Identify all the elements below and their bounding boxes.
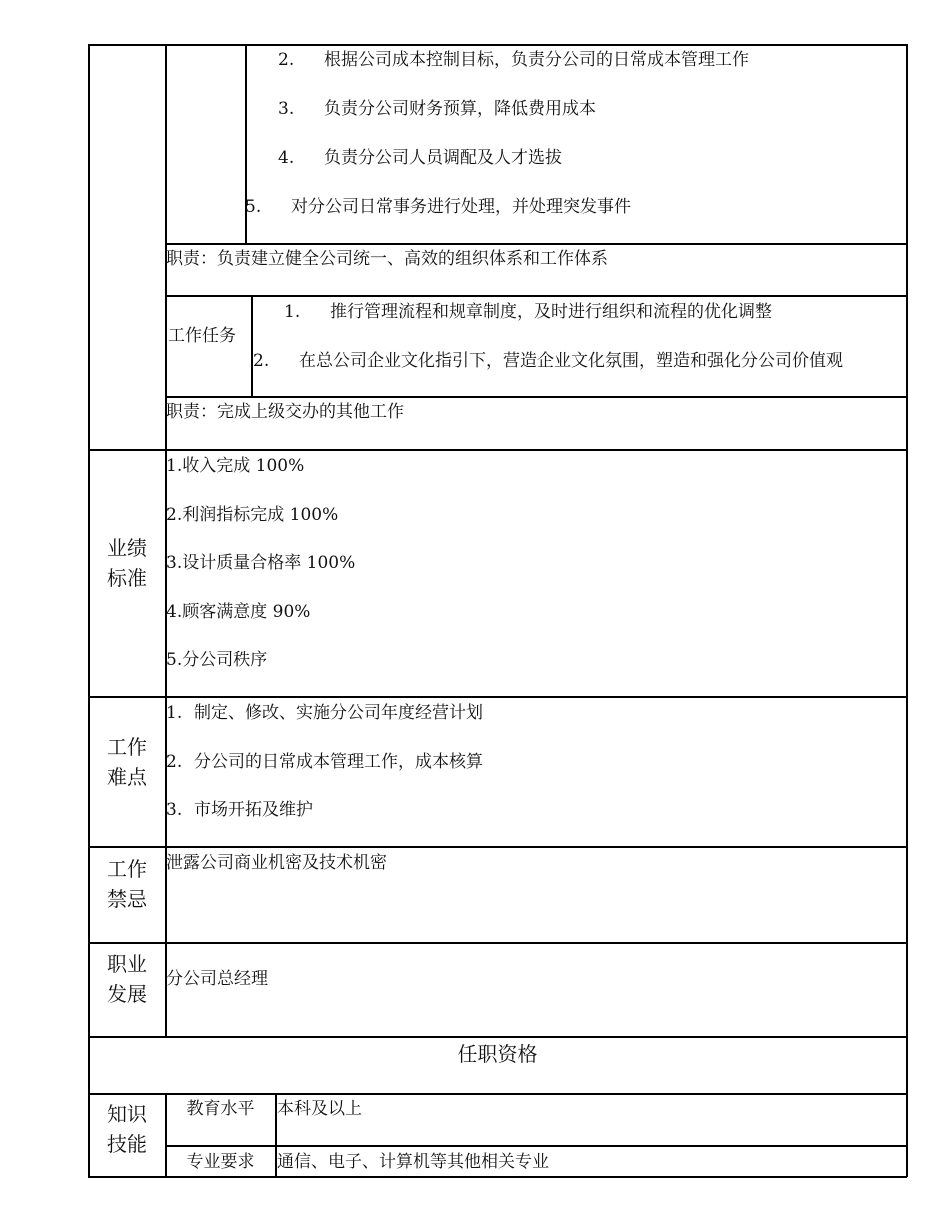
difficulty-text: 市场开拓及维护 xyxy=(194,800,313,820)
difficulty-text: 制定、修改、实施分公司年度经营计划 xyxy=(194,703,483,723)
education-key: 教育水平 xyxy=(186,1099,255,1119)
performance-item: 3.设计质量合格率 100% xyxy=(166,553,356,573)
difficulty-item xyxy=(166,702,483,724)
row-divider xyxy=(88,449,907,451)
performance-label: 业绩 标准 xyxy=(107,536,147,590)
task-text: 负责分公司财务预算，降低费用成本 xyxy=(324,99,596,119)
performance-item: 1.收入完成 100% xyxy=(166,456,305,476)
qualification-title: 任职资格 xyxy=(457,1042,538,1066)
border-right xyxy=(906,44,908,1177)
difficulty-number: 2. xyxy=(166,752,183,772)
duty-org: 职责：负责建立健全公司统一、高效的组织体系和工作体系 xyxy=(166,249,608,269)
work-task-item xyxy=(253,350,843,372)
career-text: 分公司总经理 xyxy=(166,969,268,989)
performance-item: 5.分公司秩序 xyxy=(166,650,268,670)
task-item xyxy=(278,98,596,120)
difficulty-number: 3. xyxy=(166,800,183,820)
border-bottom xyxy=(88,1176,907,1178)
task-text: 负责分公司人员调配及人才选拔 xyxy=(324,148,562,168)
duty-other: 职责：完成上级交办的其他工作 xyxy=(166,402,404,422)
difficulty-text: 分公司的日常成本管理工作，成本核算 xyxy=(194,752,483,772)
taboos-label: 工作 禁忌 xyxy=(107,857,147,911)
taboos-text: 泄露公司商业机密及技术机密 xyxy=(166,853,387,873)
task-number: 2. xyxy=(278,50,295,70)
work-tasks-label: 工作任务 xyxy=(168,326,236,346)
row-divider xyxy=(165,396,907,398)
border-top xyxy=(88,44,907,46)
performance-item: 2.利润指标完成 100% xyxy=(166,505,339,525)
task-number: 5. xyxy=(245,197,262,217)
work-task-item xyxy=(284,301,772,323)
task-item xyxy=(278,49,749,71)
col-divider xyxy=(251,295,253,397)
difficulty-item xyxy=(166,799,313,821)
row-divider xyxy=(165,295,907,297)
difficulties-label: 工作 难点 xyxy=(107,735,147,789)
difficulty-item xyxy=(166,751,483,773)
education-value: 本科及以上 xyxy=(277,1099,362,1119)
task-number: 1. xyxy=(284,302,301,322)
task-item xyxy=(245,196,631,218)
task-text: 在总公司企业文化指引下，营造企业文化氛围，塑造和强化分公司价值观 xyxy=(299,351,843,371)
task-text: 推行管理流程和规章制度，及时进行组织和流程的优化调整 xyxy=(330,302,772,322)
row-divider xyxy=(88,1093,907,1095)
row-divider xyxy=(165,243,907,245)
performance-item: 4.顾客满意度 90% xyxy=(166,602,311,622)
task-text: 对分公司日常事务进行处理，并处理突发事件 xyxy=(291,197,631,217)
row-divider xyxy=(88,846,907,848)
task-text: 根据公司成本控制目标，负责分公司的日常成本管理工作 xyxy=(324,50,749,70)
row-divider xyxy=(88,942,907,944)
row-divider xyxy=(88,1036,907,1038)
knowledge-label: 知识 技能 xyxy=(107,1102,147,1156)
task-number: 4. xyxy=(278,148,295,168)
task-number: 2. xyxy=(253,351,270,371)
task-item xyxy=(278,147,562,169)
task-number: 3. xyxy=(278,99,295,119)
major-key: 专业要求 xyxy=(186,1152,255,1172)
col-divider xyxy=(165,44,167,1037)
row-divider xyxy=(88,696,907,698)
difficulty-number: 1. xyxy=(166,703,183,723)
career-label: 职业 发展 xyxy=(107,952,147,1006)
major-value: 通信、电子、计算机等其他相关专业 xyxy=(277,1152,549,1172)
